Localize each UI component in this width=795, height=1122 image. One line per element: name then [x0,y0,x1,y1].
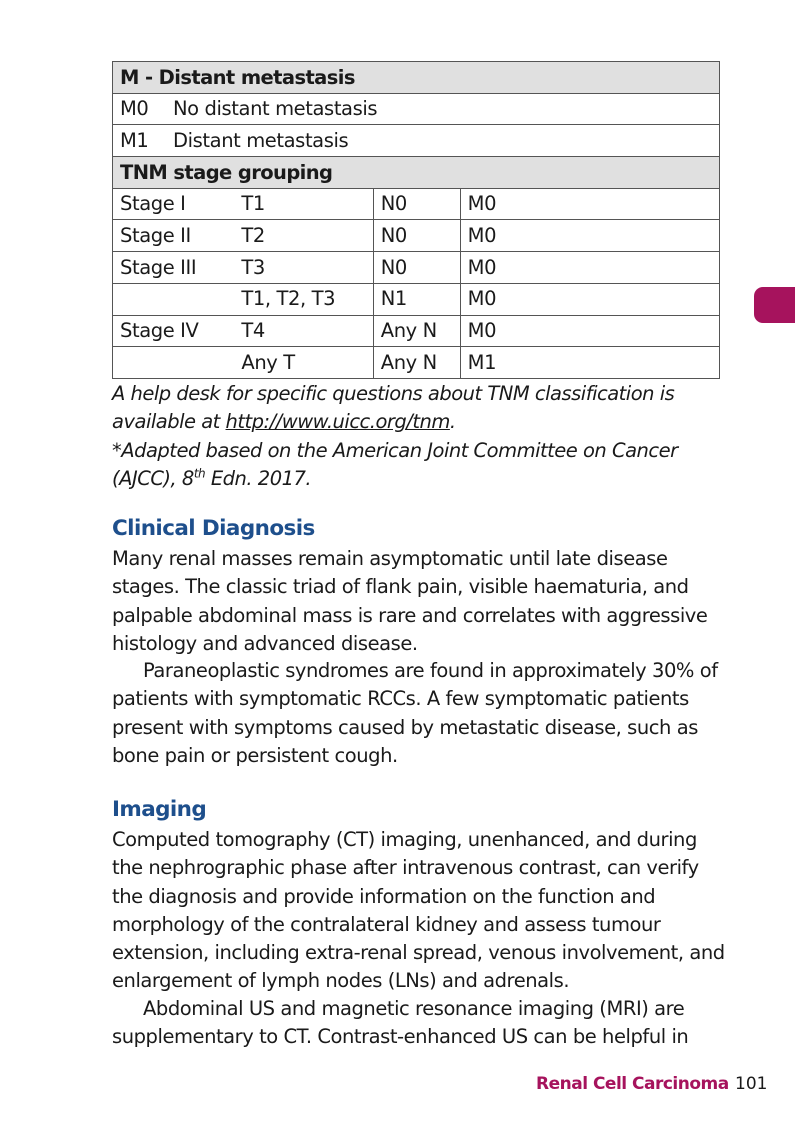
help-desk-note: A help desk for specific questions about TNM classification is available at http://www.uicc.org/tnm. [112,382,675,434]
adapted-note: *Adapted based on the American Joint Committee on Cancer (AJCC), 8th Edn. 2017. [112,439,678,491]
stage-row [113,220,720,252]
chapter-tab-marker [754,287,795,323]
m-header: M - Distant metastasis [113,62,720,94]
m-header-row [113,62,720,94]
m-code: M1 [120,128,149,152]
m-cell: M1 [460,347,719,379]
t-cell: T4 [234,315,373,347]
stage-header: TNM stage grouping [113,157,720,189]
stage-cell [113,347,235,379]
clinical-paragraph-1: Many renal masses remain asymptomatic until late disease stages. The classic triad of flank pain, visible haematuria, and palpable abdominal mass is rare and correlates with aggressive histology and advanced disease. [112,547,708,655]
imaging-paragraph-2: Abdominal US and magnetic resonance imaging (MRI) are supplementary to CT. Contrast-enhanced US can be helpful in [112,997,689,1049]
m-cell: M0 [460,188,719,220]
m-cell: M0 [460,252,719,284]
clinical-diagnosis-heading: Clinical Diagnosis [112,516,315,541]
stage-row [113,283,720,315]
t-cell: T3 [234,252,373,284]
stage-cell [113,283,235,315]
n-cell: N1 [373,283,460,315]
m-row [113,125,720,157]
stage-cell: Stage I [113,188,235,220]
stage-cell: Stage III [113,252,235,284]
n-cell: N0 [373,252,460,284]
stage-row [113,347,720,379]
stage-header-row [113,157,720,189]
t-cell: T2 [234,220,373,252]
t-cell: T1 [234,188,373,220]
footer-chapter-title: Renal Cell Carcinoma [536,1074,729,1094]
imaging-paragraph-1: Computed tomography (CT) imaging, unenhanced, and during the nephrographic phase after intravenous contrast, can verify the diagnosis and provide information on the function and morphology of the contralateral kidney and assess tumour extension, including extra-renal spread, venous involvement, and enlargement of lymph nodes (LNs) and adrenals. [112,828,725,993]
n-cell: Any N [373,315,460,347]
m-cell: M0 [460,220,719,252]
t-cell: Any T [234,347,373,379]
n-cell: N0 [373,188,460,220]
n-cell: N0 [373,220,460,252]
m-desc: No distant metastasis [173,97,378,121]
m-desc: Distant metastasis [173,128,349,152]
t-cell: T1, T2, T3 [234,283,373,315]
m-row [113,93,720,125]
uicc-link[interactable]: http://www.uicc.org/tnm [225,410,450,434]
n-cell: Any N [373,347,460,379]
m-code: M0 [120,97,149,121]
stage-row [113,315,720,347]
page-number: 101 [735,1074,768,1094]
stage-row [113,252,720,284]
tnm-table [112,61,720,379]
m-cell: M0 [460,283,719,315]
imaging-heading: Imaging [112,797,207,822]
clinical-paragraph-2: Paraneoplastic syndromes are found in approximately 30% of patients with symptomatic RCCs. A few symptomatic patients present with symptoms caused by metastatic disease, such as bone pain or persistent cough. [112,659,718,767]
m-cell: M0 [460,315,719,347]
stage-cell: Stage II [113,220,235,252]
stage-cell: Stage IV [113,315,235,347]
stage-row [113,188,720,220]
